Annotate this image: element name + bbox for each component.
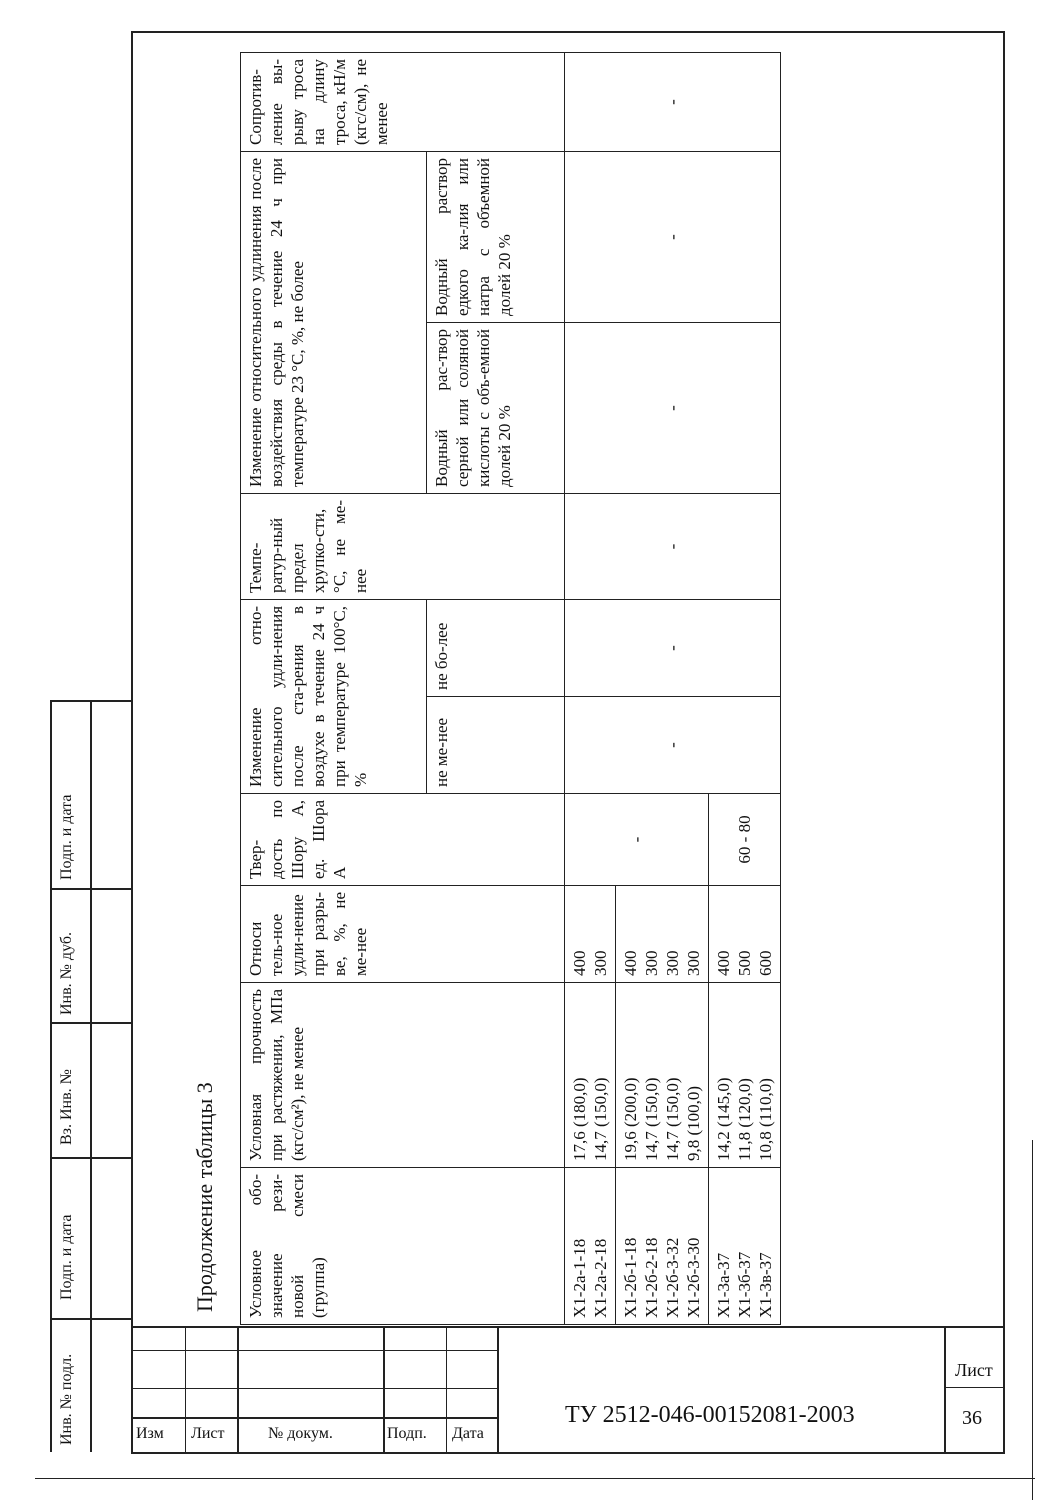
header-air-change: Изменение отно-сительного удли-нения после ста-рения в воздухе в течение 24 ч при температуре 100°С, % bbox=[241, 599, 427, 793]
hardness-bottom: 60 - 80 bbox=[709, 794, 781, 886]
designation: Х1-2б-3-30 bbox=[684, 1237, 703, 1318]
strength: 19,6 (200,0) bbox=[621, 1077, 640, 1161]
header-elongation: Относи тель-ное удли-нение при разры-ве, %, не ме-нее bbox=[241, 886, 565, 983]
frame-bottom bbox=[131, 1452, 1005, 1454]
stamp-div-1 bbox=[50, 888, 132, 890]
elongation: 400 bbox=[621, 950, 640, 976]
header-designation: Условное обо-значение рези-новой смеси (группа) bbox=[241, 1168, 565, 1325]
strength: 14,7 (150,0) bbox=[663, 1077, 682, 1161]
document-title: ТУ 2512-046-00152081-2003 bbox=[565, 1402, 855, 1428]
tb-col-2 bbox=[237, 1327, 239, 1452]
tb-izm: Изм bbox=[136, 1425, 164, 1442]
elongation: 500 bbox=[735, 950, 754, 976]
page-bottom-rule bbox=[35, 1478, 1035, 1479]
header-alkali: Водный раствор едкого ка-лия или натра с объемной долей 20 % bbox=[427, 151, 565, 322]
header-media-change: Изменение относительного удлинения после воздействия среды в течение 24 ч при температуре 23 °С, %, не более bbox=[241, 151, 427, 493]
tb-col-4 bbox=[446, 1327, 447, 1452]
air-min-value: - bbox=[565, 697, 781, 794]
frame-left bbox=[131, 31, 133, 1453]
header-air-min: не ме-нее bbox=[427, 697, 565, 794]
strength: 9,8 (100,0) bbox=[684, 1085, 703, 1161]
pullout-value: - bbox=[565, 52, 781, 151]
air-max-value: - bbox=[565, 599, 781, 696]
elongation: 400 bbox=[714, 950, 733, 976]
table-caption: Продолжение таблицы 3 bbox=[192, 1082, 217, 1312]
hardness-top: - bbox=[565, 794, 709, 886]
table-row bbox=[565, 52, 616, 1324]
stamp-vz-inv: Вз. Инв. № bbox=[58, 1069, 75, 1145]
stamp-podp-data-2: Подп. и дата bbox=[58, 794, 75, 880]
designation: Х1-2б-1-18 bbox=[621, 1237, 640, 1318]
designation-cell bbox=[616, 1168, 709, 1325]
elongation-cell bbox=[709, 886, 781, 983]
properties-table bbox=[240, 52, 781, 1325]
designation: Х1-3а-37 bbox=[714, 1252, 733, 1318]
tb-sheet-div bbox=[944, 1387, 1004, 1388]
designation: Х1-3в-37 bbox=[756, 1252, 775, 1318]
tb-col-6 bbox=[944, 1327, 946, 1452]
stamp-div-3 bbox=[50, 1157, 132, 1159]
designation-cell bbox=[565, 1168, 616, 1325]
stamp-mid-edge bbox=[90, 700, 92, 1452]
header-acid: Водный рас-твор серной или соляной кислоты с объ-емной долей 20 % bbox=[427, 322, 565, 493]
designation: Х1-2а-1-18 bbox=[570, 1238, 589, 1318]
tb-col-1 bbox=[185, 1327, 186, 1452]
header-hardness: Твер-дость по Шору А, ед. Шора А bbox=[241, 794, 565, 886]
strength: 14,2 (145,0) bbox=[714, 1077, 733, 1161]
header-brittle: Темпе-ратур-ный предел хрупко-сти, °С, не ме-нее bbox=[241, 493, 565, 599]
alkali-value: - bbox=[565, 151, 781, 322]
tb-list: Лист bbox=[191, 1425, 225, 1442]
designation: Х1-3б-37 bbox=[735, 1251, 754, 1318]
frame-right bbox=[1003, 31, 1005, 1453]
elongation: 300 bbox=[642, 950, 661, 976]
elongation: 300 bbox=[591, 950, 610, 976]
designation: Х1-2б-2-18 bbox=[642, 1237, 661, 1318]
stamp-top-edge bbox=[50, 700, 132, 702]
tb-col-5 bbox=[497, 1327, 499, 1452]
elongation: 600 bbox=[756, 950, 775, 976]
strength-cell bbox=[709, 983, 781, 1168]
stamp-podp-data-1: Подп. и дата bbox=[58, 1214, 75, 1300]
sheet-number: 36 bbox=[962, 1407, 982, 1429]
tb-col-3 bbox=[383, 1327, 385, 1452]
acid-value: - bbox=[565, 322, 781, 493]
sheet-label: Лист bbox=[955, 1360, 993, 1380]
strength: 14,7 (150,0) bbox=[591, 1077, 610, 1161]
designation-cell bbox=[709, 1168, 781, 1325]
elongation: 300 bbox=[663, 950, 682, 976]
stamp-left-edge bbox=[50, 700, 52, 1452]
tb-doc-no: № докум. bbox=[268, 1425, 333, 1442]
elongation: 300 bbox=[684, 950, 703, 976]
header-air-max: не бо-лее bbox=[427, 599, 565, 696]
designation: Х1-2б-3-32 bbox=[663, 1237, 682, 1318]
stamp-inv-dub: Инв. № дуб. bbox=[58, 931, 75, 1015]
tb-podp: Подп. bbox=[387, 1425, 427, 1442]
stamp-inv-podl: Инв. № подл. bbox=[58, 1353, 75, 1445]
tb-outer-top bbox=[131, 1326, 1005, 1328]
right-margin-rule bbox=[1032, 1140, 1033, 1500]
strength-cell bbox=[616, 983, 709, 1168]
elongation-cell bbox=[565, 886, 616, 983]
designation: Х1-2а-2-18 bbox=[591, 1238, 610, 1318]
strength: 10,8 (110,0) bbox=[756, 1078, 775, 1161]
tb-data: Дата bbox=[452, 1425, 484, 1442]
header-strength: Условная прочность при растяжении, МПа (кгс/см²), не менее bbox=[241, 983, 565, 1168]
header-pullout: Сопротив-ление вы-рыву троса на длину троса, кН/м (кгс/см), не менее bbox=[241, 52, 565, 151]
table-region bbox=[240, 5, 1000, 1325]
brittle-value: - bbox=[565, 493, 781, 599]
stamp-div-4 bbox=[50, 1318, 132, 1320]
strength: 14,7 (150,0) bbox=[642, 1077, 661, 1161]
elongation-cell bbox=[616, 886, 709, 983]
elongation: 400 bbox=[570, 950, 589, 976]
strength: 17,6 (180,0) bbox=[570, 1077, 589, 1161]
strength: 11,8 (120,0) bbox=[735, 1078, 754, 1161]
strength-cell bbox=[565, 983, 616, 1168]
stamp-div-2 bbox=[50, 1022, 132, 1024]
